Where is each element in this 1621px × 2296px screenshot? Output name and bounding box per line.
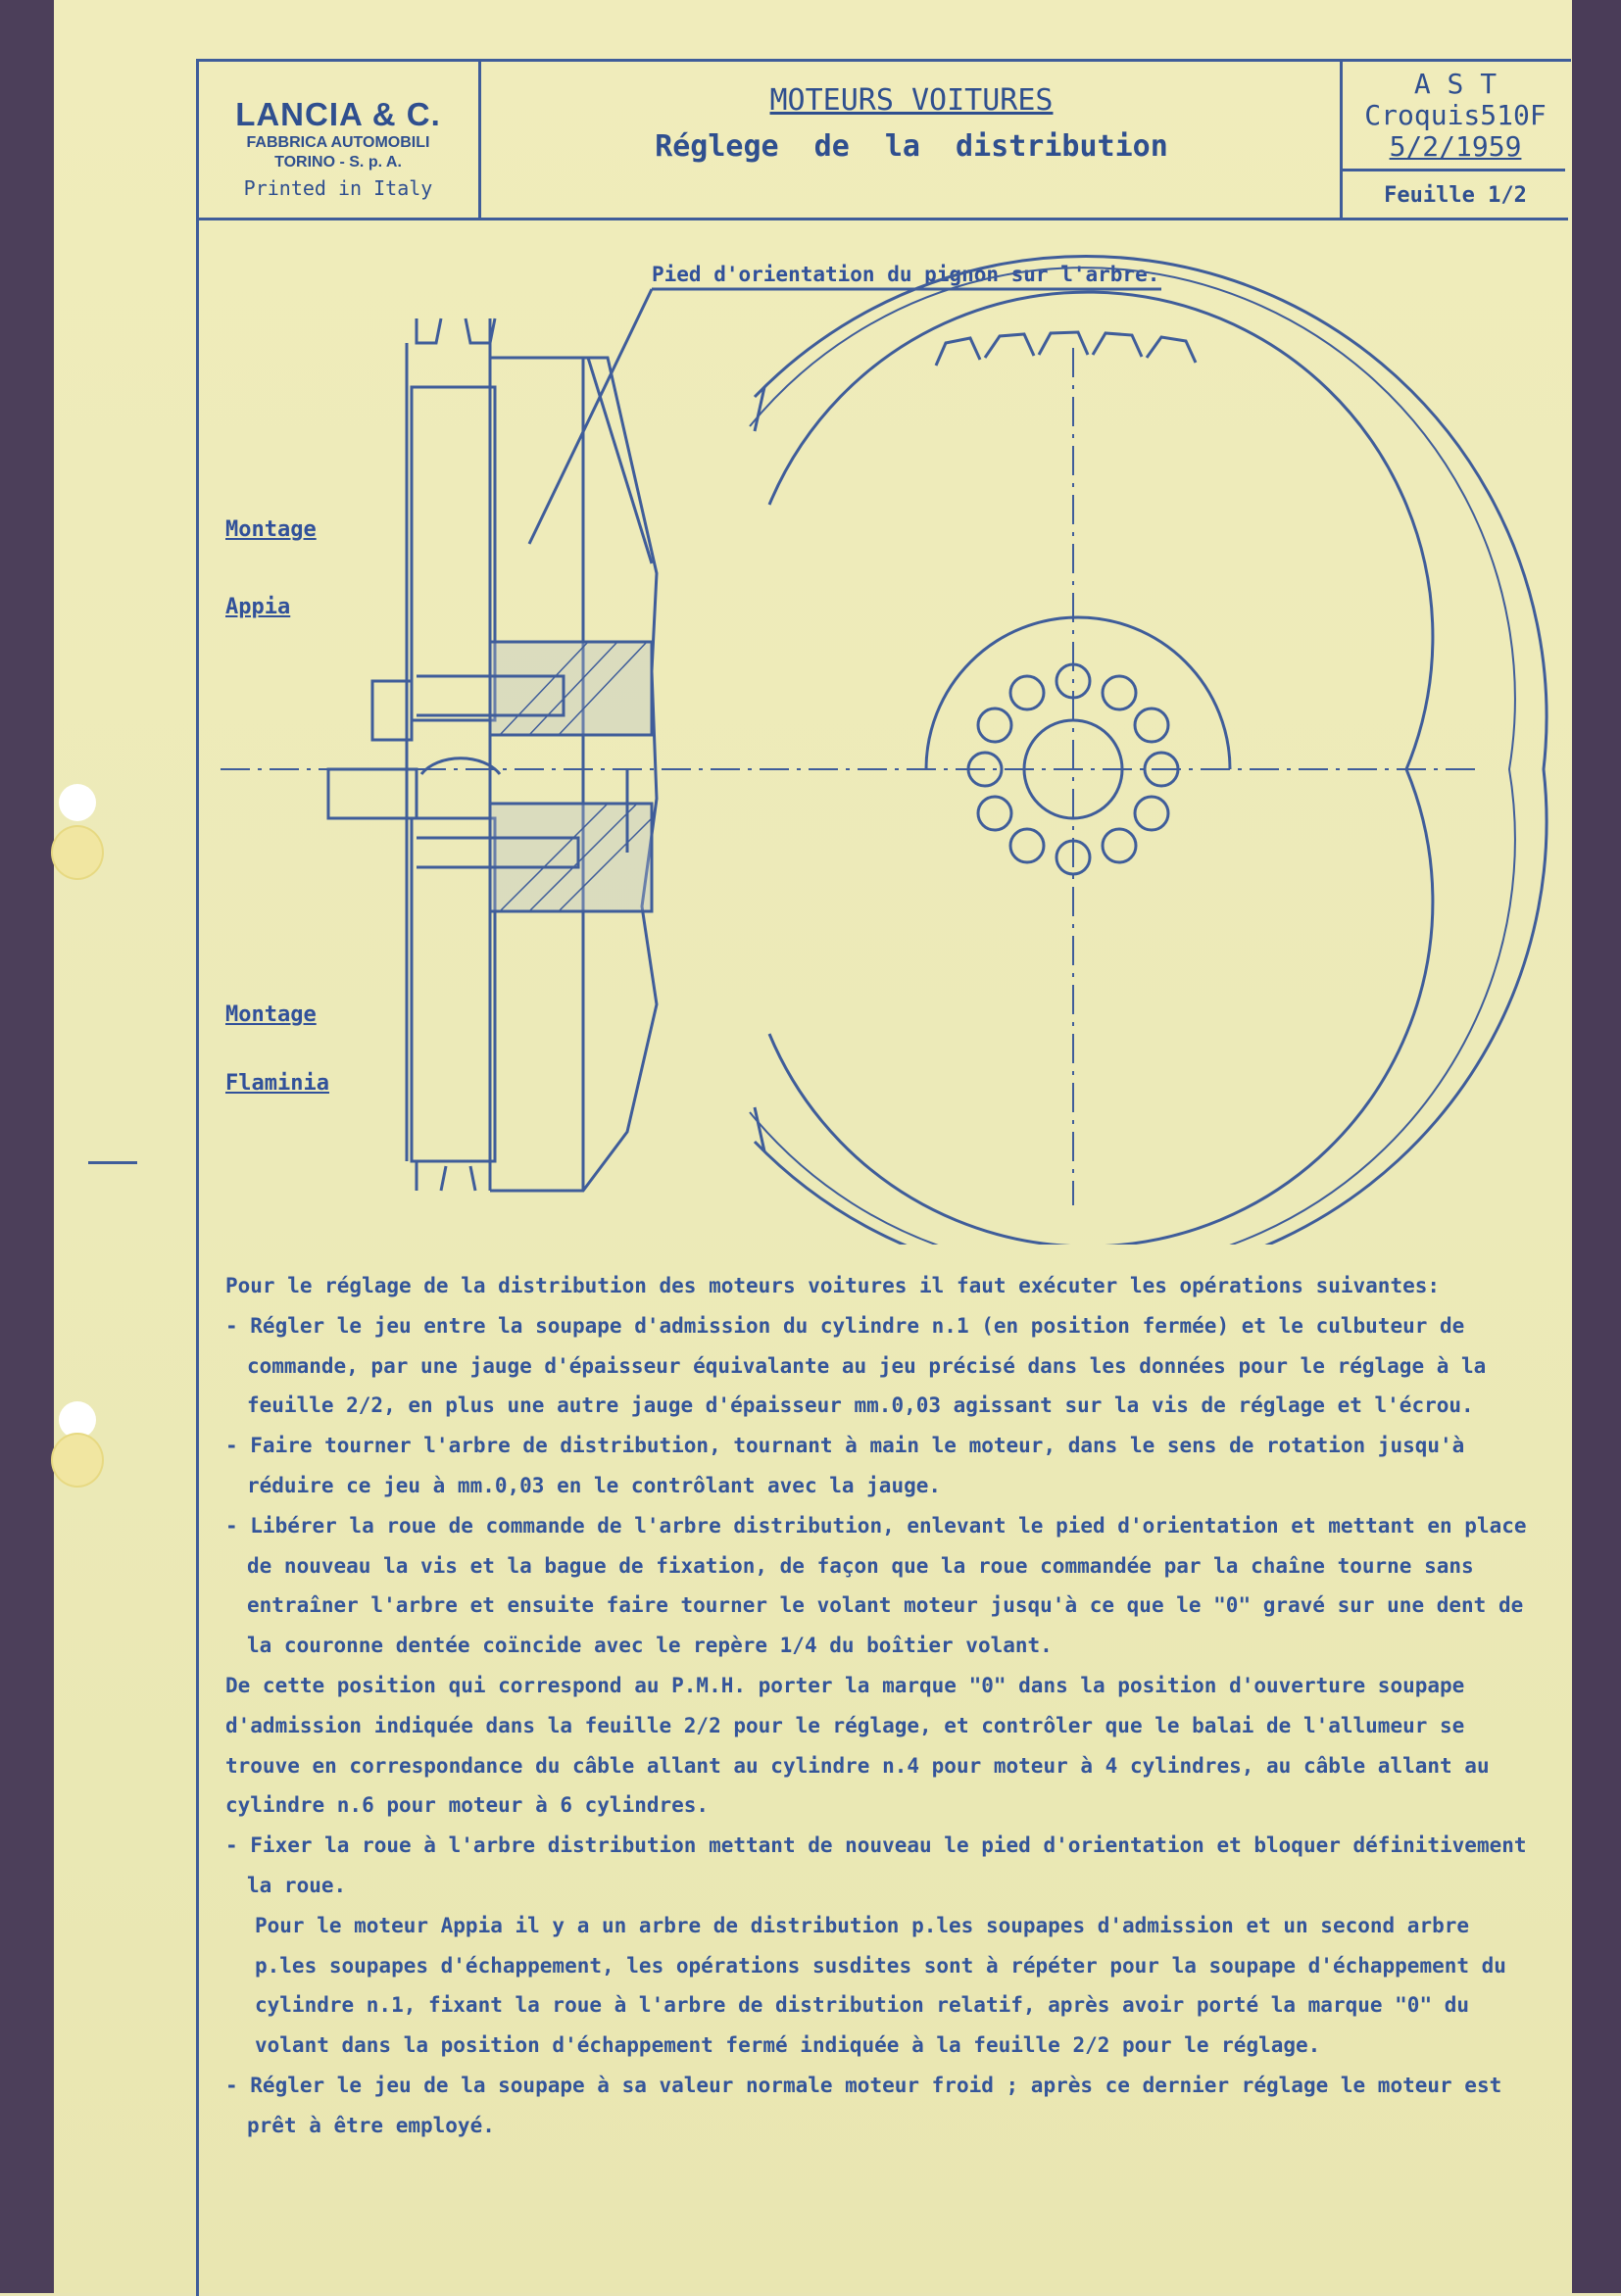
step-2: - Faire tourner l'arbre de distribution, tournant à main le moteur, dans le sens de rotation jusqu'à réduire ce jeu à mm.0,03 en le contrôlant avec la jauge. [225, 1434, 1465, 1497]
hub-outline [926, 617, 1230, 769]
step-4-continued: Pour le moteur Appia il y a un arbre de distribution p.les soupapes d'admission et un second arbre p.les soupapes d'échappement, les opérations susdites sont à répéter pour la soupape d'échappement du cylindre n.1, fixant la roue à l'arbre de distribution relatif, après avoir porté la marque "0" du volant dans la position d'échappement fermé indiquée à la feuille 2/2 pour le réglage. [255, 1913, 1506, 2058]
binder-strip-left [0, 0, 54, 2293]
company-block [201, 96, 475, 200]
ast-code: A S T [1413, 68, 1498, 100]
bolt-hole [1010, 829, 1044, 862]
drawing-caption: Pied d'orientation du pignon sur l'arbre. [652, 263, 1160, 286]
bush [421, 758, 500, 774]
step-4: - Fixer la roue à l'arbre distribution mettant de nouveau le pied d'orientation et bloquer définitivement la roue. [225, 1833, 1527, 1897]
title-category: MOTEURS VOITURES [769, 83, 1054, 118]
camshaft-edge [588, 358, 652, 563]
distribution-drawing [196, 220, 1568, 1245]
bolt-hole [1135, 797, 1168, 830]
flywheel-outline [755, 257, 1547, 1245]
step-5: - Régler le jeu de la soupape à sa valeur normale moteur froid ; après ce dernier réglage le moteur est prêt à être employé. [225, 2073, 1502, 2137]
document-date: 5/2/1959 [1389, 130, 1522, 163]
document-title [485, 83, 1338, 164]
sprocket-teeth [407, 318, 495, 1161]
sprocket-outline [417, 318, 490, 1191]
intro-text: Pour le réglage de la distribution des moteurs voitures il faut exécuter les opérations suivantes: [225, 1274, 1441, 1297]
instructions [225, 1266, 1539, 2146]
bolt-hole [978, 708, 1011, 742]
label-flaminia: Flaminia [225, 1071, 329, 1096]
printed-note: Printed in Italy [243, 176, 433, 200]
bolt-hole [1135, 708, 1168, 742]
punch-hole-icon [59, 784, 96, 821]
bolt-hole [1010, 676, 1044, 709]
label-montage-appia: Montage [225, 517, 317, 542]
label-appia: Appia [225, 595, 291, 619]
label-montage-flaminia: Montage [225, 1002, 317, 1027]
punch-hole-icon [51, 825, 104, 880]
step-3: - Libérer la roue de commande de l'arbre distribution, enlevant le pied d'orientation et mettant en place de nouveau la vis et la bague de fixation, de façon que la roue commandée par la chaîne tourne sans entraîner l'arbre et ensuite faire tourner le volant moteur jusqu'à ce que le "0" gravé sur une dent de la couronne dentée coïncide avec le repère 1/4 du boîtier volant. [225, 1513, 1527, 1658]
bolt-hole [1103, 676, 1136, 709]
bolt-hole [978, 797, 1011, 830]
camshaft-section [490, 358, 657, 1191]
company-location: TORINO - S. p. A. [274, 154, 402, 171]
croquis-number: Croquis510F [1364, 99, 1547, 131]
title-subject: Réglege de la distribution [655, 129, 1168, 164]
sprocket-web [412, 818, 495, 1161]
company-subtitle: FABBRICA AUTOMOBILI [246, 134, 430, 151]
flywheel-inner-ring [750, 268, 1515, 1245]
sprocket-web [412, 387, 495, 720]
side-mark [88, 1161, 137, 1164]
step-3-continued: De cette position qui correspond au P.M.H. porter la marque "0" dans la position d'ouverture soupape d'admission indiquée dans la feuille 2/2 pour le réglage, et contrôler que le balai de l'allumeur se trouve en correspondance du câble allant au cylindre n.4 pour moteur à 4 cylindres, au câble allant au cylindre n.6 pour moteur à 6 cylindres. [225, 1673, 1490, 1818]
header-divider [478, 59, 481, 218]
gear-teeth [936, 332, 1196, 366]
bolt-hole [1103, 829, 1136, 862]
company-name: LANCIA & C. [235, 96, 441, 132]
reference-block [1343, 69, 1568, 212]
sheet-number: Feuille 1/2 [1384, 183, 1527, 208]
binder-strip-right [1572, 0, 1621, 2293]
punch-hole-icon [51, 1433, 104, 1488]
step-1: - Régler le jeu entre la soupape d'admission du cylindre n.1 (en position fermée) et le culbuteur de commande, par une jauge d'épaisseur équivalante au jeu précisé dans les données pour le réglage à la feuille 2/2, en plus une autre jauge d'épaisseur mm.0,03 agissant sur la vis de réglage et l'écrou. [225, 1313, 1487, 1418]
washer [328, 769, 417, 818]
